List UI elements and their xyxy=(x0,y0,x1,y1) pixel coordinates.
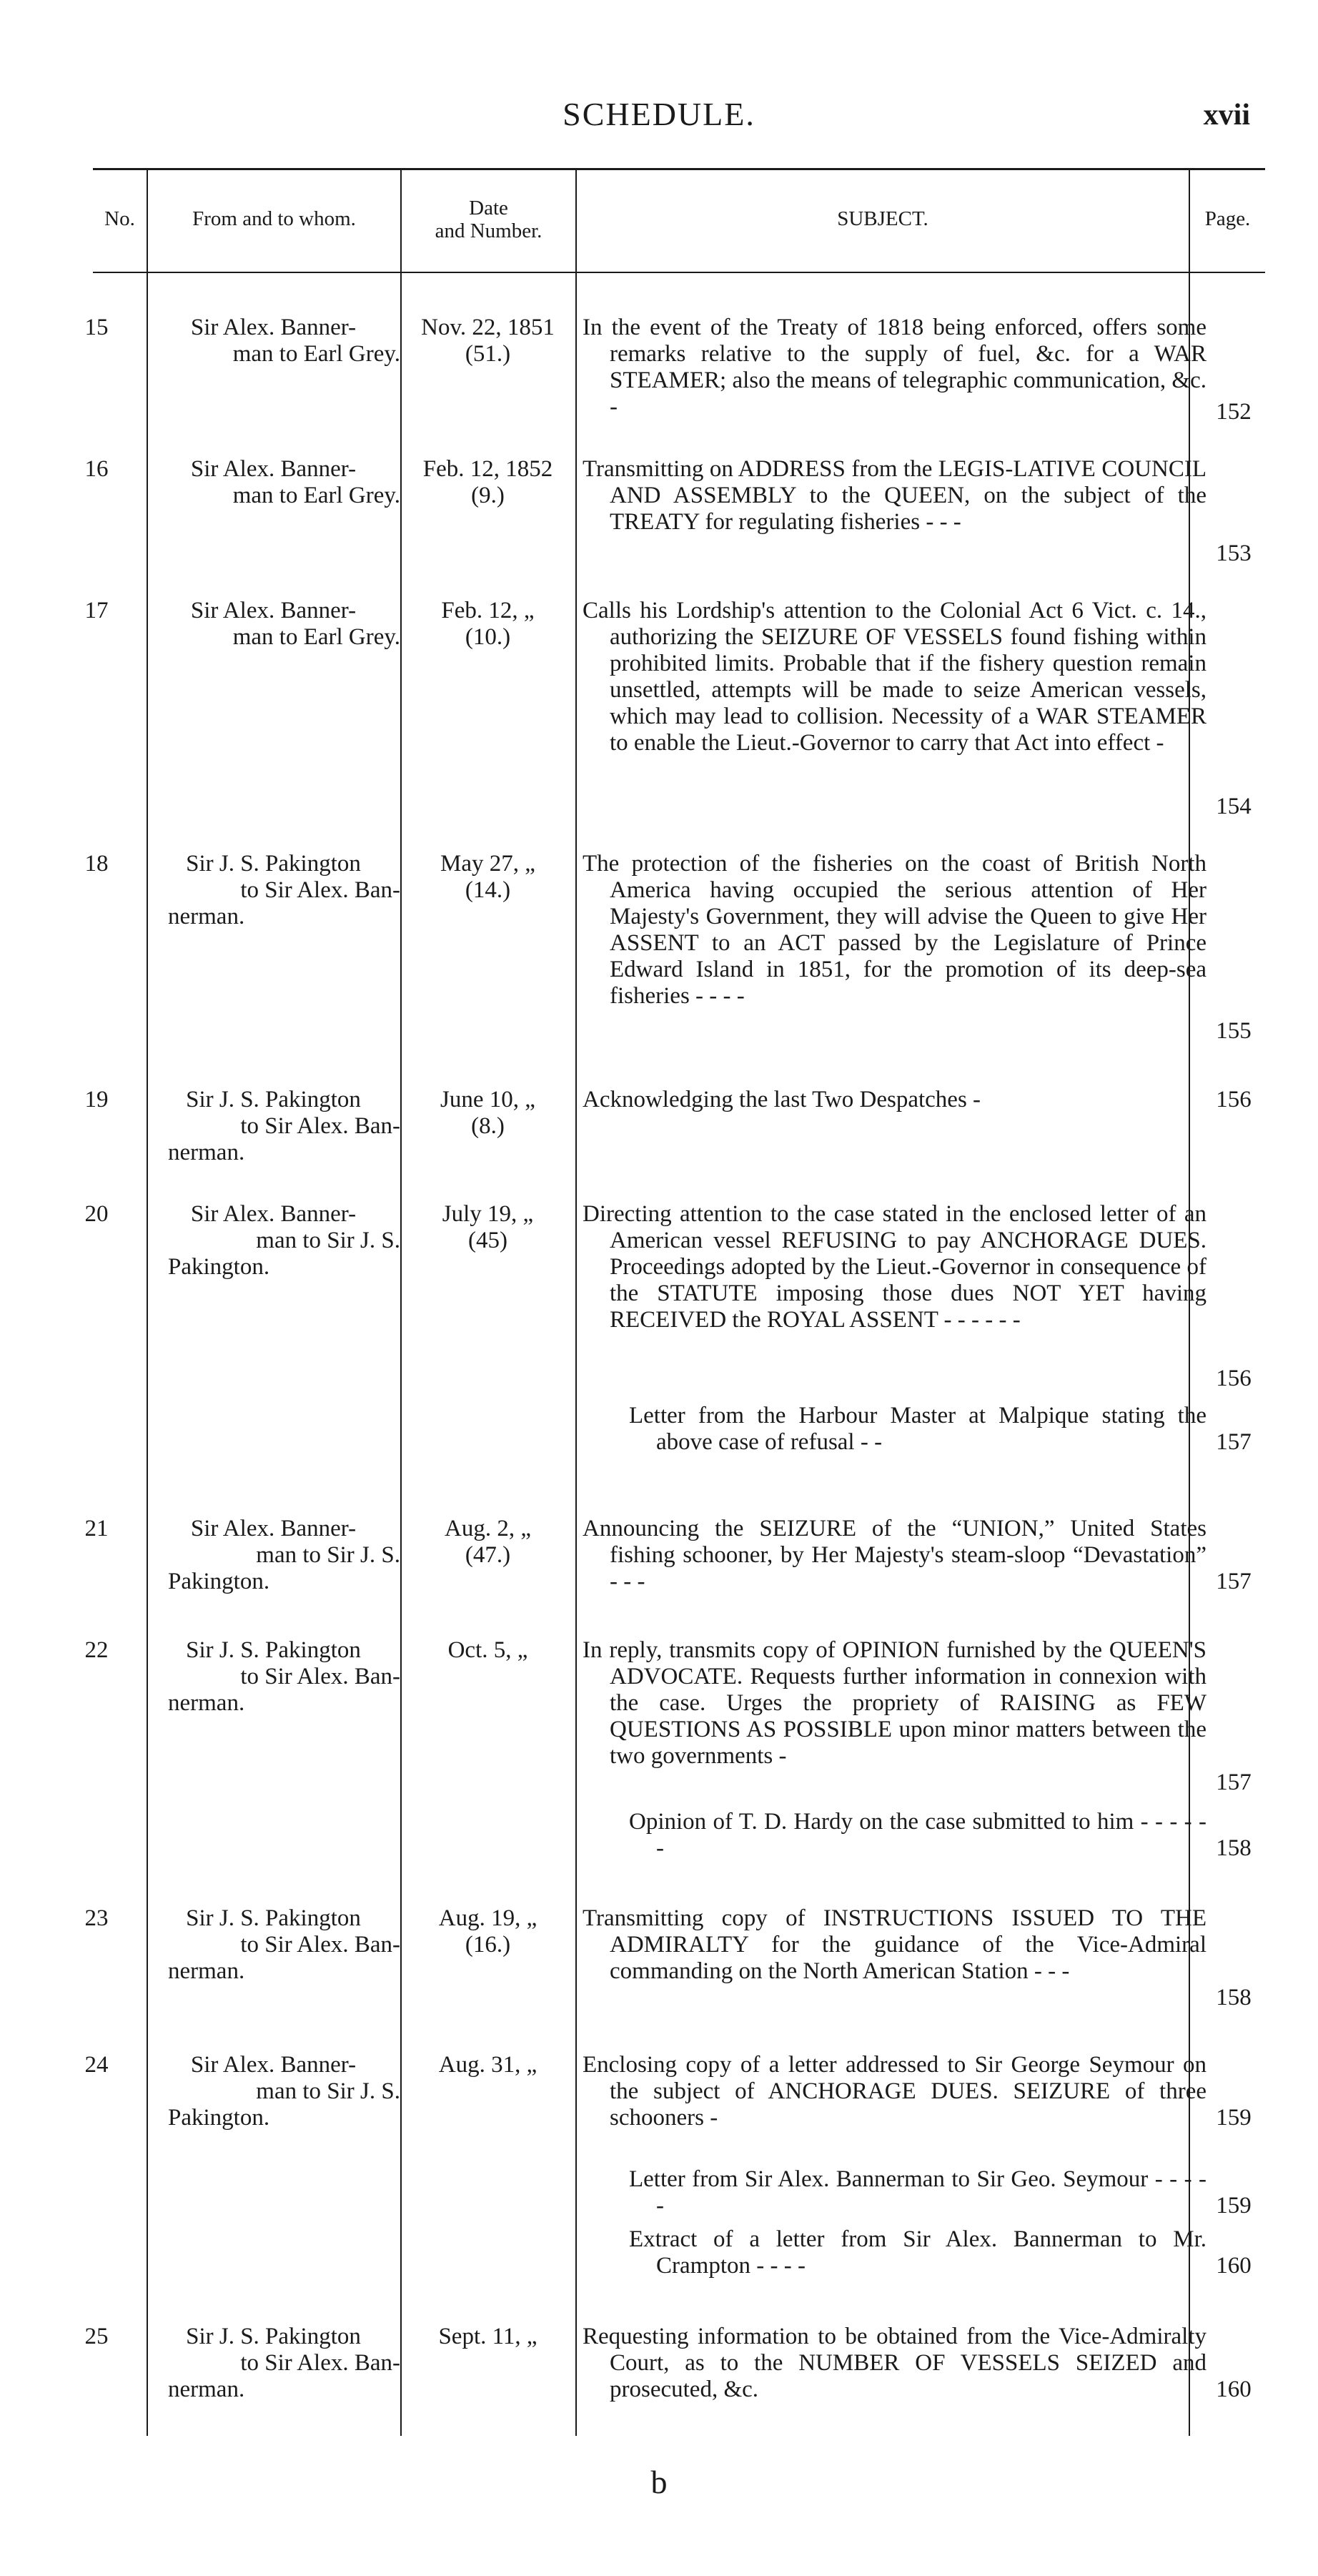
entry-date xyxy=(400,315,575,367)
from-line: man to Earl Grey. xyxy=(232,341,400,367)
date-number: (45) xyxy=(468,1228,507,1253)
entry-enclosure-page: 157 xyxy=(1216,1429,1252,1455)
entry-page: 155 xyxy=(1216,1018,1252,1044)
entry-number: 20 xyxy=(84,1201,109,1227)
entry-date xyxy=(400,2052,575,2078)
from-line: Sir Alex. Banner- xyxy=(190,598,357,623)
from-line: nerman. xyxy=(168,1690,245,1716)
entry-number: 21 xyxy=(84,1516,109,1541)
date-number: (14.) xyxy=(465,877,511,903)
entry-number: 24 xyxy=(84,2052,109,2078)
entry-subject: Transmitting copy of INSTRUCTIONS ISSUED TO THE ADMIRALTY for the guidance of the Vice-Admiral commanding on the North American Station - - - xyxy=(583,1905,1206,1984)
entry-page: 156 xyxy=(1216,1087,1252,1112)
date-line: Aug. 31, „ xyxy=(438,2052,537,2078)
from-line: Sir J. S. Pakington xyxy=(186,851,361,877)
entry-date xyxy=(400,851,575,904)
column-divider-2 xyxy=(400,169,402,2436)
entry-page: 159 xyxy=(1216,2105,1252,2131)
entry-date xyxy=(400,1087,575,1140)
date-line: Feb. 12, 1852 xyxy=(422,456,553,482)
entry-page: 154 xyxy=(1216,794,1252,819)
entry-subject: Calls his Lordship's attention to the Colonial Act 6 Vict. c. 14., authorizing the SEIZURE OF VESSELS found fishing within prohibited limits. Probable that if the fishery question remain unsettled, attempts will be made to seize American vessels, which may lead to collision. Necessity of a WAR STEAMER to enable the Lieut.-Governor to carry that Act into effect - xyxy=(583,598,1206,756)
entry-subject: Directing attention to the case stated in the enclosed letter of an American vessel REFUSING to pay ANCHORAGE DUES. Proceedings adopted by the Lieut.-Governor in consequence of the STATUTE imposing those dues NOT YET having RECEIVED the ROYAL ASSENT - - - - - - xyxy=(583,1201,1206,1333)
from-line: Sir Alex. Banner- xyxy=(190,456,357,482)
entry-subject: In reply, transmits copy of OPINION furnished by the QUEEN'S ADVOCATE. Requests further information in connexion with the case. Urges the propriety of RAISING as FEW QUESTIONS AS POSSIBLE upon minor matters between the two governments - xyxy=(583,1637,1206,1769)
entry-enclosure-page: 158 xyxy=(1216,1835,1252,1861)
entry-from-to xyxy=(147,1905,400,1985)
from-line: Sir Alex. Banner- xyxy=(190,1201,357,1227)
from-line: to Sir Alex. Ban- xyxy=(240,1113,400,1139)
entry-subject: Enclosing copy of a letter addressed to Sir George Seymour on the subject of ANCHORAGE DUES. SEIZURE of three schooners - xyxy=(583,2052,1206,2131)
entry-subject: Acknowledging the last Two Despatches - xyxy=(583,1087,981,1112)
entry-number: 16 xyxy=(84,456,109,482)
entry-from-to xyxy=(147,1516,400,1595)
column-header-date xyxy=(402,197,575,242)
entry-date xyxy=(400,598,575,651)
entry-from-to xyxy=(147,315,400,367)
date-line: Aug. 19, „ xyxy=(438,1905,537,1931)
date-line: Feb. 12, „ xyxy=(441,598,535,623)
entry-from-to xyxy=(147,1087,400,1166)
entry-number: 15 xyxy=(84,315,109,340)
entry-page: 160 xyxy=(1216,2377,1252,2402)
page-title: SCHEDULE. xyxy=(563,96,755,132)
entry-number: 25 xyxy=(84,2324,109,2349)
date-number: (9.) xyxy=(471,483,505,508)
entry-subject: In the event of the Treaty of 1818 being enforced, offers some remarks relative to the supply of fuel, &c. for a WAR STEAMER; also the means of telegraphic communication, &c. - xyxy=(583,315,1206,420)
entry-from-to xyxy=(147,2324,400,2403)
entry-page: 157 xyxy=(1216,1770,1252,1795)
entry-number: 22 xyxy=(84,1637,109,1663)
date-line: June 10, „ xyxy=(440,1087,535,1112)
entry-from-to xyxy=(147,851,400,930)
entry-enclosure: Letter from Sir Alex. Bannerman to Sir Geo. Seymour - - - - - xyxy=(629,2166,1206,2219)
date-number: (47.) xyxy=(465,1542,511,1568)
date-line: May 27, „ xyxy=(440,851,535,877)
entry-enclosure-page: 159 xyxy=(1216,2193,1252,2219)
entry-page: 158 xyxy=(1216,1985,1252,2010)
entry-page: 152 xyxy=(1216,399,1252,425)
from-line: Sir Alex. Banner- xyxy=(190,1516,357,1541)
from-line: nerman. xyxy=(168,1140,245,1165)
from-line: man to Sir J. S. xyxy=(256,1542,400,1568)
entry-subject: Requesting information to be obtained from the Vice-Admiralty Court, as to the NUMBER OF VESSELS SEIZED and prosecuted, &c. xyxy=(583,2324,1206,2402)
date-line: Nov. 22, 1851 xyxy=(421,315,555,340)
entry-page: 156 xyxy=(1216,1366,1252,1391)
entry-date xyxy=(400,1637,575,1664)
from-line: nerman. xyxy=(168,1958,245,1984)
entry-date xyxy=(400,1516,575,1569)
entry-enclosure: Opinion of T. D. Hardy on the case submitted to him - - - - - - xyxy=(629,1809,1206,1861)
table-top-rule xyxy=(93,168,1265,170)
from-line: man to Sir J. S. xyxy=(256,1228,400,1253)
entry-from-to xyxy=(147,1637,400,1717)
date-line: Oct. 5, „ xyxy=(447,1637,528,1663)
from-line: man to Sir J. S. xyxy=(256,2078,400,2104)
column-header-no: No. xyxy=(104,207,135,230)
from-line: man to Earl Grey. xyxy=(232,624,400,650)
entry-enclosure: Letter from the Harbour Master at Malpique stating the above case of refusal - - xyxy=(629,1403,1206,1455)
entry-from-to xyxy=(147,456,400,509)
column-header-subject: SUBJECT. xyxy=(837,207,928,230)
from-line: Pakington. xyxy=(168,2105,270,2131)
entry-date xyxy=(400,1905,575,1958)
entry-number: 18 xyxy=(84,851,109,877)
from-line: Sir Alex. Banner- xyxy=(190,315,357,340)
entry-page: 153 xyxy=(1216,541,1252,566)
from-line: to Sir Alex. Ban- xyxy=(240,877,400,903)
from-line: Sir J. S. Pakington xyxy=(186,1087,361,1112)
entry-subject: Transmitting on ADDRESS from the LEGIS-LATIVE COUNCIL AND ASSEMBLY to the QUEEN, on the subject of the TREATY for regulating fisheries - - - xyxy=(583,456,1206,535)
date-number: (16.) xyxy=(465,1932,511,1958)
date-number: (10.) xyxy=(465,624,511,650)
entry-page: 157 xyxy=(1216,1569,1252,1594)
from-line: Sir J. S. Pakington xyxy=(186,1637,361,1663)
from-line: Sir J. S. Pakington xyxy=(186,2324,361,2349)
date-number: (51.) xyxy=(465,341,511,367)
entry-date xyxy=(400,1201,575,1254)
table-header-rule xyxy=(93,272,1265,273)
column-header-date-line1: Date xyxy=(469,197,508,219)
from-line: Pakington. xyxy=(168,1254,270,1280)
column-header-from-to: From and to whom. xyxy=(192,207,356,230)
date-line: Sept. 11, „ xyxy=(438,2324,537,2349)
column-header-page: Page. xyxy=(1204,207,1251,230)
from-line: to Sir Alex. Ban- xyxy=(240,1932,400,1958)
signature-mark: b xyxy=(650,2464,668,2500)
entry-from-to xyxy=(147,598,400,651)
entry-number: 23 xyxy=(84,1905,109,1931)
column-divider-3 xyxy=(575,169,577,2436)
page-number: xvii xyxy=(1203,99,1250,132)
entry-number: 19 xyxy=(84,1087,109,1112)
from-line: nerman. xyxy=(168,904,245,929)
entry-enclosure-page: 160 xyxy=(1216,2253,1252,2279)
entry-date xyxy=(400,2324,575,2350)
from-line: Sir Alex. Banner- xyxy=(190,2052,357,2078)
entry-date xyxy=(400,456,575,509)
from-line: man to Earl Grey. xyxy=(232,483,400,508)
from-line: to Sir Alex. Ban- xyxy=(240,2350,400,2376)
from-line: Sir J. S. Pakington xyxy=(186,1905,361,1931)
entry-enclosure: Extract of a letter from Sir Alex. Bannerman to Mr. Crampton - - - - xyxy=(629,2226,1206,2279)
entry-subject: Announcing the SEIZURE of the “UNION,” United States fishing schooner, by Her Majesty's steam-sloop “Devastation” - - - xyxy=(583,1516,1206,1594)
from-line: to Sir Alex. Ban- xyxy=(240,1664,400,1689)
entry-from-to xyxy=(147,1201,400,1280)
date-line: Aug. 2, „ xyxy=(445,1516,531,1541)
date-number: (8.) xyxy=(471,1113,505,1139)
entry-from-to xyxy=(147,2052,400,2131)
entry-subject: The protection of the fisheries on the coast of British North America having occupied the serious attention of Her Majesty's Government, they will advise the Queen to give Her ASSENT to an ACT passed by the Legislature of Prince Edward Island in 1851, for the promotion of its deep-sea fisheries - - - - xyxy=(583,851,1206,1009)
entry-number: 17 xyxy=(84,598,109,623)
date-line: July 19, „ xyxy=(442,1201,534,1227)
from-line: Pakington. xyxy=(168,1569,270,1594)
column-header-date-line2: and Number. xyxy=(435,219,542,242)
from-line: nerman. xyxy=(168,2377,245,2402)
